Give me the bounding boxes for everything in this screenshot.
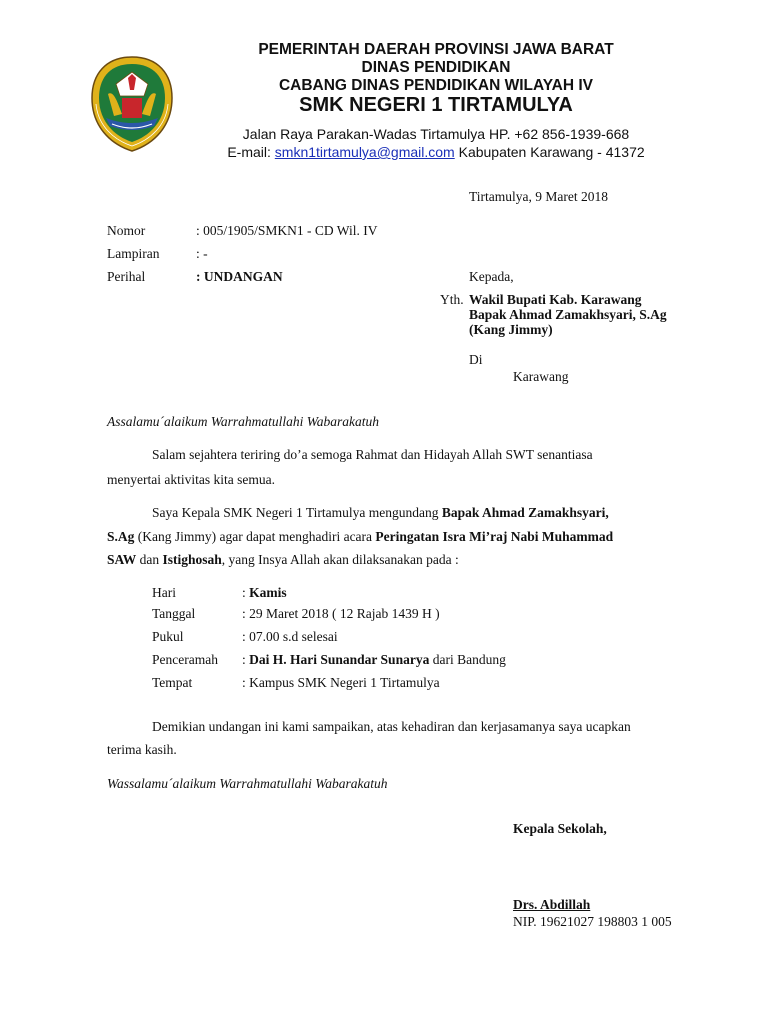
pukul-label: Pukul: [152, 629, 184, 644]
perihal-value: : UNDANGAN: [196, 269, 283, 284]
letterhead-department: DINAS PENDIDIKAN: [361, 59, 511, 76]
penceramah-name: Dai H. Hari Sunandar Sunarya: [249, 652, 430, 667]
penceramah-colon: :: [242, 652, 250, 667]
recipient-line-2: Bapak Ahmad Zamakhsyari, S.Ag: [469, 307, 667, 322]
paragraph-1-line-1: Salam sejahtera teriring do’a semoga Rahmat dan Hidayah Allah SWT senantiasa: [152, 447, 593, 462]
lampiran-value: : -: [196, 246, 208, 261]
paragraph-2-line-2: [107, 529, 613, 545]
lampiran-label: Lampiran: [107, 246, 160, 261]
letterhead-government: PEMERINTAH DAERAH PROVINSI JAWA BARAT: [258, 41, 614, 58]
penceramah-label: Penceramah: [152, 652, 218, 667]
tanggal-value: : 29 Maret 2018 ( 12 Rajab 1439 H ): [242, 606, 440, 621]
tempat-value: : Kampus SMK Negeri 1 Tirtamulya: [242, 675, 440, 690]
letterhead-branch: CABANG DINAS PENDIDIKAN WILAYAH IV: [278, 77, 594, 94]
p2-event-name-end: SAW: [107, 552, 137, 567]
signatory-title: Kepala Sekolah,: [513, 821, 607, 836]
email-link[interactable]: smkn1tirtamulya@gmail.com: [274, 144, 455, 160]
yth-text: Yth.: [440, 292, 464, 307]
perihal-label: Perihal: [107, 269, 146, 284]
hari-colon: :: [242, 585, 250, 600]
di-text: Di: [469, 352, 483, 367]
paragraph-3-line-2: terima kasih.: [107, 742, 177, 757]
p2-text-g: dan: [136, 552, 163, 567]
closing-salam: Wassalamu´alaikum Warrahmatullahi Wabarakatuh: [107, 776, 388, 791]
tanggal-label: Tanggal: [152, 606, 196, 621]
hari-day: Kamis: [249, 585, 287, 600]
region-text: Kabupaten Karawang - 41372: [458, 144, 645, 160]
place-date: Tirtamulya, 9 Maret 2018: [469, 189, 608, 204]
nomor-label: Nomor: [107, 223, 146, 238]
signatory-name: Drs. Abdillah: [513, 897, 591, 912]
hari-value: [242, 585, 287, 601]
nomor-value: : 005/1905/SMKN1 - CD Wil. IV: [196, 223, 378, 238]
hari-label: Hari: [152, 585, 176, 600]
p2-text-a: Saya Kepala SMK Negeri 1 Tirtamulya mengundang: [152, 505, 442, 520]
school-logo: [88, 54, 176, 154]
p2-event-name: Peringatan Isra Mi’raj Nabi Muhammad: [375, 529, 614, 544]
p2-text-d: (Kang Jimmy) agar dapat menghadiri acara: [134, 529, 376, 544]
pukul-value: : 07.00 s.d selesai: [242, 629, 338, 644]
p2-invitee-name: Bapak Ahmad Zamakhsyari,: [441, 505, 609, 520]
recipient-line-1: Wakil Bupati Kab. Karawang: [469, 292, 642, 307]
tempat-label: Tempat: [152, 675, 193, 690]
p2-istighosah: Istighosah: [162, 552, 222, 567]
p2-text-i: , yang Insya Allah akan dilaksanakan pada :: [221, 552, 459, 567]
paragraph-2-line-1: [152, 505, 609, 521]
paragraph-3-line-1: Demikian undangan ini kami sampaikan, atas kehadiran dan kerjasamanya saya ucapkan: [152, 719, 631, 734]
recipient-line-3: (Kang Jimmy): [469, 322, 553, 337]
signatory-nip: NIP. 19621027 198803 1 005: [513, 914, 672, 929]
paragraph-2-line-3: [107, 552, 459, 568]
jawa-barat-emblem-icon: [88, 54, 176, 154]
letterhead-school-name: SMK NEGERI 1 TIRTAMULYA: [299, 94, 573, 116]
kepada-text: Kepada,: [469, 269, 514, 284]
p2-invitee-title: S.Ag: [107, 529, 135, 544]
recipient-city: Karawang: [513, 369, 569, 384]
email-label: E-mail:: [227, 144, 271, 160]
letterhead-contact: [186, 144, 686, 160]
paragraph-1-line-2: menyertai aktivitas kita semua.: [107, 472, 275, 487]
letterhead-address: Jalan Raya Parakan-Wadas Tirtamulya HP. +62 856-1939-668: [242, 126, 630, 142]
penceramah-value: [242, 652, 506, 668]
penceramah-origin: dari Bandung: [429, 652, 506, 667]
greeting: Assalamu´alaikum Warrahmatullahi Wabarakatuh: [107, 414, 380, 429]
